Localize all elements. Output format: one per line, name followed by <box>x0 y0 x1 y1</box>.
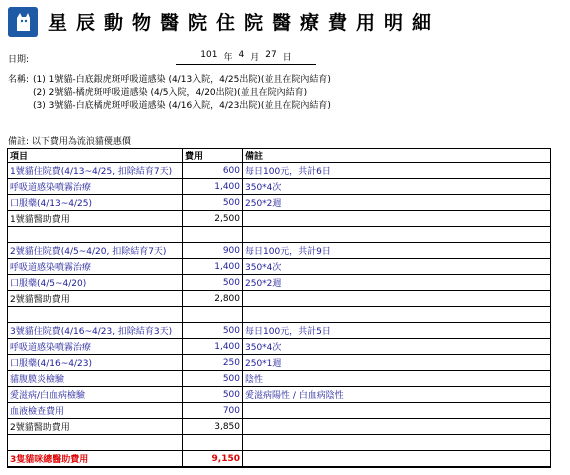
date-year-unit: 年 <box>223 53 233 63</box>
table-row <box>8 451 551 468</box>
table-row <box>8 179 551 195</box>
item-cell: 愛滋病/白血病檢驗 <box>8 387 183 403</box>
item-cell <box>8 227 183 243</box>
table-row <box>8 371 551 387</box>
names-label: 名稱: <box>8 75 30 85</box>
patient-name: (3) 3號貓-白底橘虎斑呼吸道感染 (4/16入院，4/23出院)(並且在院內結育) <box>33 101 331 111</box>
table-row <box>8 291 551 307</box>
fee-cell: 600 <box>183 163 243 179</box>
fee-cell <box>183 435 243 451</box>
fee-cell: 700 <box>183 403 243 419</box>
date-day: 27 <box>265 50 277 60</box>
cat-logo-icon <box>8 7 38 37</box>
item-cell: 呼吸道感染噴霧治療 <box>8 339 183 355</box>
date-label: 日期: <box>8 55 30 65</box>
fee-cell: 3,850 <box>183 419 243 435</box>
item-cell: 3號貓住院費(4/16~4/23, 扣除結育3天) <box>8 323 183 339</box>
table-spacer-row <box>8 227 551 243</box>
item-cell: 1號貓醫助費用 <box>8 211 183 227</box>
item-cell: 2號貓醫助費用 <box>8 291 183 307</box>
note-cell: 350*4次 <box>243 259 551 275</box>
item-cell: 口服藥(4/5~4/20) <box>8 275 183 291</box>
fee-cell: 1,400 <box>183 259 243 275</box>
patient-name: (2) 2號貓-橘虎斑呼吸道感染 (4/5入院，4/20出院)(並且在院內結育) <box>33 88 308 98</box>
item-cell: 呼吸道感染噴霧治療 <box>8 179 183 195</box>
fee-table <box>7 148 551 468</box>
note-cell: 每日100元，共計5日 <box>243 323 551 339</box>
table-row <box>8 403 551 419</box>
item-cell: 3隻貓咪總醫助費用 <box>8 451 183 468</box>
header-fee: 費用 <box>183 149 243 163</box>
hospital-logo <box>8 7 38 37</box>
note-cell: 每日100元，共計9日 <box>243 243 551 259</box>
date-month-unit: 月 <box>250 53 260 63</box>
item-cell: 口服藥(4/16~4/23) <box>8 355 183 371</box>
date-year: 101 <box>200 50 218 60</box>
table-row <box>8 387 551 403</box>
patient-name: (1) 1號貓-白底銀虎斑呼吸道感染 (4/13入院，4/25出院)(並且在院內結育) <box>33 75 331 85</box>
page-title: 星辰動物醫院住院醫療費用明細 <box>48 12 441 34</box>
table-row <box>8 323 551 339</box>
fee-cell: 500 <box>183 195 243 211</box>
table-row <box>8 163 551 179</box>
table-spacer-row <box>8 307 551 323</box>
note-cell <box>243 291 551 307</box>
date-value <box>176 50 316 65</box>
table-row <box>8 259 551 275</box>
table-row <box>8 243 551 259</box>
item-cell <box>8 307 183 323</box>
table-row <box>8 211 551 227</box>
note-cell <box>243 227 551 243</box>
table-row <box>8 339 551 355</box>
item-cell: 血液檢查費用 <box>8 403 183 419</box>
table-row <box>8 195 551 211</box>
fee-cell: 900 <box>183 243 243 259</box>
patient-names <box>8 74 331 113</box>
fee-cell: 500 <box>183 387 243 403</box>
item-cell <box>8 435 183 451</box>
fee-cell: 500 <box>183 275 243 291</box>
note-cell <box>243 403 551 419</box>
note-cell <box>243 307 551 323</box>
note-cell: 350*4次 <box>243 339 551 355</box>
header-item: 項目 <box>8 149 183 163</box>
note-cell: 愛滋病陽性 / 白血病陰性 <box>243 387 551 403</box>
note-cell: 250*2週 <box>243 275 551 291</box>
table-row <box>8 419 551 435</box>
fee-cell <box>183 227 243 243</box>
table-row <box>8 275 551 291</box>
fee-cell: 9,150 <box>183 451 243 468</box>
fee-cell: 500 <box>183 371 243 387</box>
patient-name-row <box>8 87 331 100</box>
item-cell: 貓腹膜炎檢驗 <box>8 371 183 387</box>
item-cell: 1號貓住院費(4/13~4/25, 扣除結育7天) <box>8 163 183 179</box>
item-cell: 呼吸道感染噴霧治療 <box>8 259 183 275</box>
note-cell: 250*1週 <box>243 355 551 371</box>
note-cell <box>243 435 551 451</box>
fee-cell: 250 <box>183 355 243 371</box>
fee-cell: 2,500 <box>183 211 243 227</box>
note-cell: 陰性 <box>243 371 551 387</box>
date-day-unit: 日 <box>282 53 292 63</box>
patient-name-row <box>8 74 331 87</box>
note-cell: 每日100元，共計6日 <box>243 163 551 179</box>
note-cell: 350*4次 <box>243 179 551 195</box>
date-month: 4 <box>238 50 245 60</box>
note-cell: 250*2週 <box>243 195 551 211</box>
item-cell: 2號貓住院費(4/5~4/20, 扣除結育7天) <box>8 243 183 259</box>
table-header-row <box>8 149 551 163</box>
note-cell <box>243 419 551 435</box>
discount-remark: 備註: 以下費用為流浪貓優惠價 <box>8 137 131 147</box>
note-cell <box>243 451 551 468</box>
patient-name-row <box>8 100 331 113</box>
fee-cell: 1,400 <box>183 179 243 195</box>
note-cell <box>243 211 551 227</box>
table-row <box>8 355 551 371</box>
table-spacer-row <box>8 435 551 451</box>
item-cell: 口服藥(4/13~4/25) <box>8 195 183 211</box>
fee-cell <box>183 307 243 323</box>
fee-cell: 1,400 <box>183 339 243 355</box>
fee-cell: 2,800 <box>183 291 243 307</box>
fee-cell: 500 <box>183 323 243 339</box>
header-note: 備註 <box>243 149 551 163</box>
item-cell: 2號貓醫助費用 <box>8 419 183 435</box>
